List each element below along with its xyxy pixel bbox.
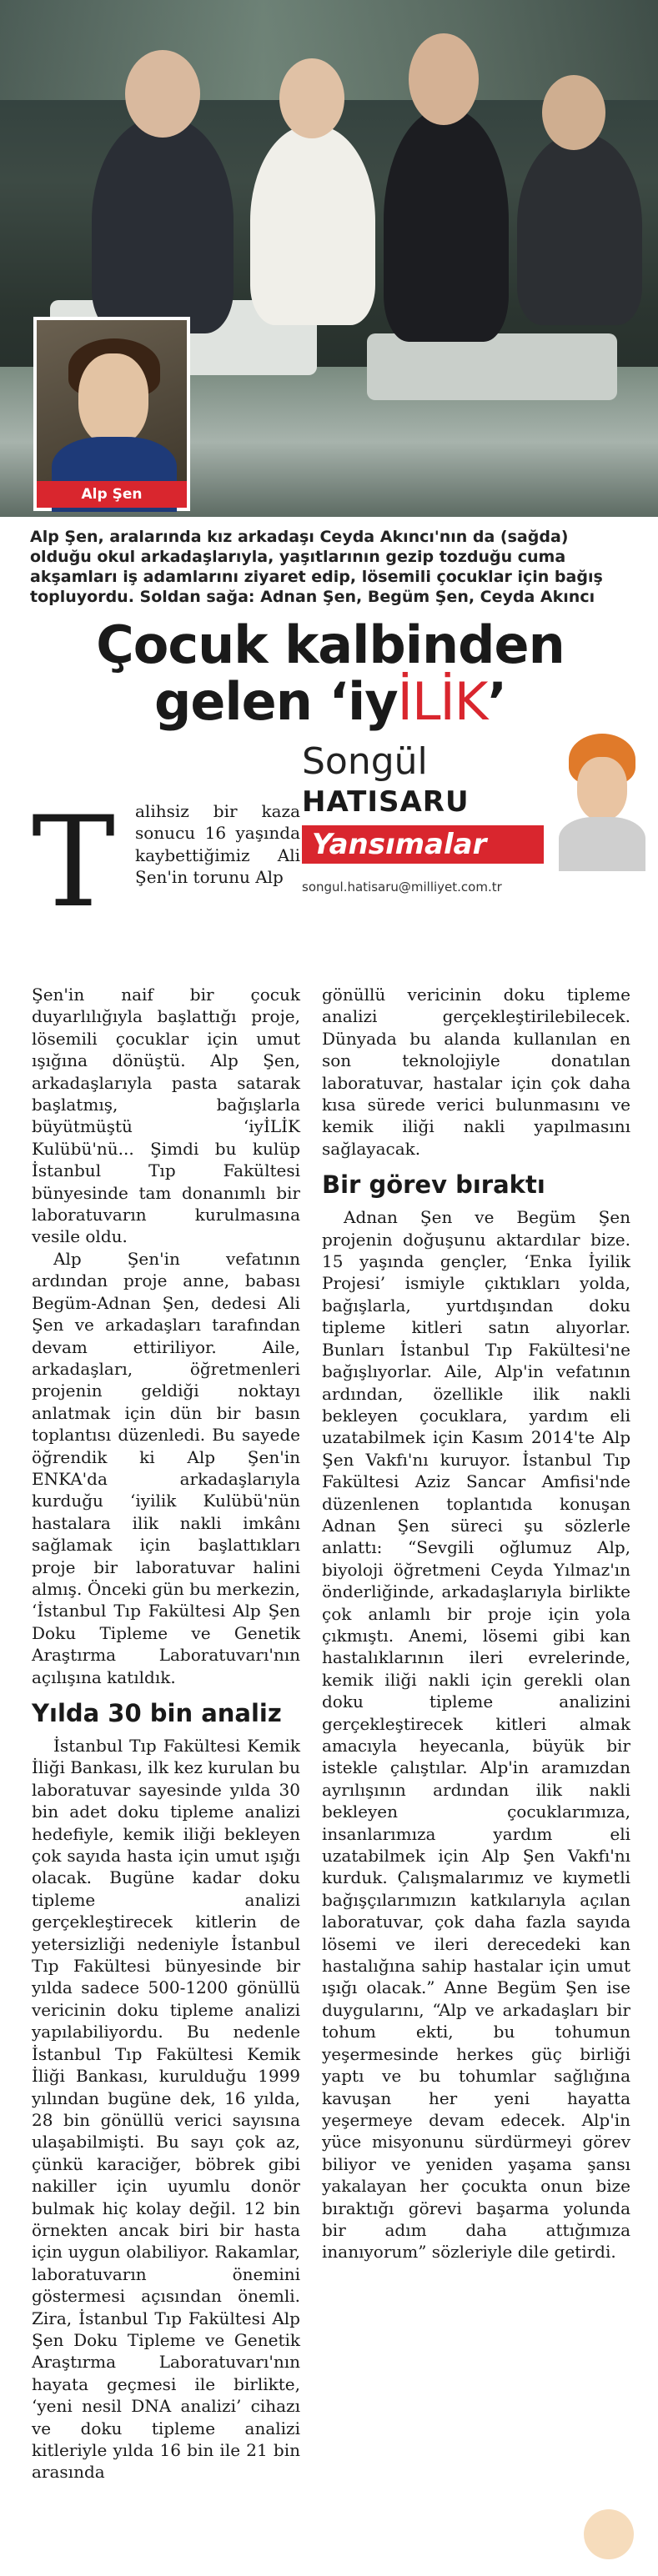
person-adnan-sen (92, 117, 234, 333)
watermark-stamp (584, 2509, 634, 2559)
author-last-name: HATISARU (302, 785, 470, 819)
headline-line-1: Çocuk kalbinden (96, 614, 565, 675)
person-head (125, 50, 200, 138)
paragraph: Şen'in naif bir çocuk duyarlılığıyla başlattığı proje, lösemili çocuklar için umut ışığına dönüştü. Alp Şen, arkadaşlarıyla pasta satarak başlatmış, bağışlarla büyütmüştü ‘iyİLİK Kulübü'nü... Şimdi bu kulüp İstanbul Tıp Fakültesi bünyesinde tam donanımlı bir laboratuvarın kurulmasına vesile oldu. (32, 985, 300, 1247)
sofa-right (367, 333, 617, 400)
person-bystander (517, 133, 642, 325)
author-email: songul.hatisaru@milliyet.com.tr (302, 880, 502, 895)
inset-face (78, 353, 148, 445)
column-name-badge: Yansımalar (302, 825, 544, 864)
article-column-right (322, 984, 630, 2263)
person-begum-sen (250, 125, 375, 325)
main-photo (0, 0, 658, 517)
headline-part: gelen ‘iy (153, 671, 398, 732)
paragraph: İstanbul Tıp Fakültesi Kemik İliği Bankası, ilk kez kurulan bu laboratuvar sayesinde yılda 30 bin adet doku tipleme analizi hedefiyle, kemik iliği bekleyen çok sayıda hasta için umut ışığı olacak. Bugüne kadar doku tipleme analizi gerçekleştirecek kitlerin de yetersizliği nedeniyle İstanbul Tıp Fakültesi bünyesinde bir yılda sadece 500-1200 gönüllü vericinin doku tipleme analizi yapılabiliyordu. Bu nedenle İstanbul Tıp Fakültesi Kemik İliği Bankası, kurulduğu 1999 yılından bugüne dek, 16 yılda, 28 bin gönüllü verici sayısına ulaşabilmişti. Bu sayı çok az, çünkü karaciğer, böbrek gibi nakiller için uyumlu donör bulmak hiç kolay değil. 12 bin örnekten ancak biri bir hasta için uygun olabiliyor. Rakamlar, laboratuvarın önemini göstermesi açısından önemli. Zira, İstanbul Tıp Fakültesi Alp Şen Doku Tipleme ve Genetik Araştırma Laboratuvarı'nın hayata geçmesi ile birlikte, ‘yeni nesil DNA analizi’ cihazı ve doku tipleme analizi kitleriyle yılda 16 bin ile 21 bin arasında (32, 1736, 300, 2483)
subheading: Bir görev bıraktı (322, 1170, 545, 1200)
headline-line-2 (30, 671, 630, 732)
person-head (542, 75, 605, 150)
headline-part: ’ (487, 671, 507, 732)
inset-label: Alp Şen (37, 481, 187, 508)
paragraph: gönüllü vericinin doku tipleme analizi gerçekleştirilebilecek. Dünyada bu alanda kullanılan en son teknolojiyle donatılan laboratuvar, hastalar için çok daha kısa sürede verici bulunmasını ve kemik iliği nakli yapılmasını sağlayacak. (322, 985, 630, 1159)
person-head (409, 33, 479, 125)
inset-photo-alp-sen (33, 317, 190, 511)
headline-highlight: İLİK (397, 671, 488, 732)
article-intro (135, 800, 300, 889)
person-ceyda-akinci (384, 108, 509, 342)
portrait-face (577, 757, 627, 820)
author-portrait (552, 734, 650, 871)
article-column-left (32, 984, 300, 2483)
paragraph: Adnan Şen ve Begüm Şen projenin doğuşunu aktardılar bize. 15 yaşında gençler, ‘Enka İyilik Projesi’ ismiyle çıktıkları yolda, bağışlarla, yurtdışından doku tipleme kitleri satın alıyorlar. Bunları İstanbul Tıp Fakültesi'ne bağışlıyorlar. Aile, Alp'in vefatının ardından, özellikle ilik nakli bekleyen çocuklara, yardım eli uzatabilmek için Kasım 2014'te Alp Şen Vakfı'nı kuruyor. İstanbul Tıp Fakültesi Aziz Sancar Amfisi'nde düzenlenen toplantıda konuşan Adnan Şen süreci şu sözlerle anlattı: “Sevgili oğlumuz Alp, biyoloji öğretmeni Ceyda Yılmaz'ın önderliğinde, arkadaşlarıyla birlikte çok anlamlı bir proje için yola çıkmıştı. Anemi, lösemi gibi kan hastalıklarının ileri evrelerinde, kemik iliği nakli için gerekli olan doku tipleme analizini gerçekleştirecek kitleri almak amacıyla heyecanla, büyük bir istekle çalıştılar. Alp'in aramızdan ayrılışının ardından ilik nakli bekleyen çocuklarımıza, insanlarımıza yardım eli uzatabilmek için Alp Şen Vakfı'nı kurduk. Çalışmalarımız ve kıymetli bağışçılarımızın katkılarıyla açılan laboratuvar, çok daha fazla sayıda lösemi ve ileri derecedeki kan hastalığına sahip hastalar için umut ışığı olacak.” Anne Begüm Şen ise duygularını, “Alp ve arkadaşları bir tohum ekti, bu tohumun yeşermesinde herkes güç birliği yaptı ve bu tohumlar sağlığına kavuşan her yeni hayatta yeşermeye devam edecek. Alp'in yüce misyonunu sürdürmeyi görev biliyor ve yeniden yaşama şansı yakalayan her çocukta onun bize bıraktığı görevi başarma yolunda bir adım daha attığımıza inanıyorum” sözleriyle dile getirdi. (322, 1207, 630, 2263)
headline (30, 614, 630, 732)
drop-cap: T (32, 790, 116, 935)
author-first-name: Songül (302, 740, 428, 783)
intro-paragraph: alihsiz bir kaza sonucu 16 yaşında kaybettiğimiz Ali Şen'in torunu Alp (135, 801, 300, 888)
subheading: Yılda 30 bin analiz (32, 1699, 282, 1727)
person-head (279, 58, 344, 138)
photo-caption: Alp Şen, aralarında kız arkadaşı Ceyda Akıncı'nın da (sağda) olduğu okul arkadaşlarıyla, yaşıtlarının gezip tozduğu cuma akşamları iş adamlarını ziyaret edip, lösemili çocuklar için bağış topluyordu. Soldan sağa: Adnan Şen, Begüm Şen, Ceyda Akıncı (30, 528, 603, 606)
paragraph: Alp Şen'in vefatının ardından proje anne, babası Begüm-Adnan Şen, dedesi Ali Şen ve arkadaşları tarafından devam ettiriliyor. Aile, arkadaşları, öğretmenleri projenin geldiği noktayı anlatmak için dün bir basın toplantısı düzenledi. Bu sayede öğrendik ki Alp Şen'in ENKA'da arkadaşlarıyla kurduğu ‘iyilik Kulübü'nün hastalara ilik nakli imkânı sağlamak için başlattıkları proje bir laboratuvar halini almış. Önceki gün bu merkezin, ‘İstanbul Tıp Fakültesi Alp Şen Doku Tipleme ve Genetik Araştırma Laboratuvarı'nın açılışına katıldık. (32, 1248, 300, 1687)
portrait-body (559, 817, 645, 871)
author-block (302, 734, 652, 934)
